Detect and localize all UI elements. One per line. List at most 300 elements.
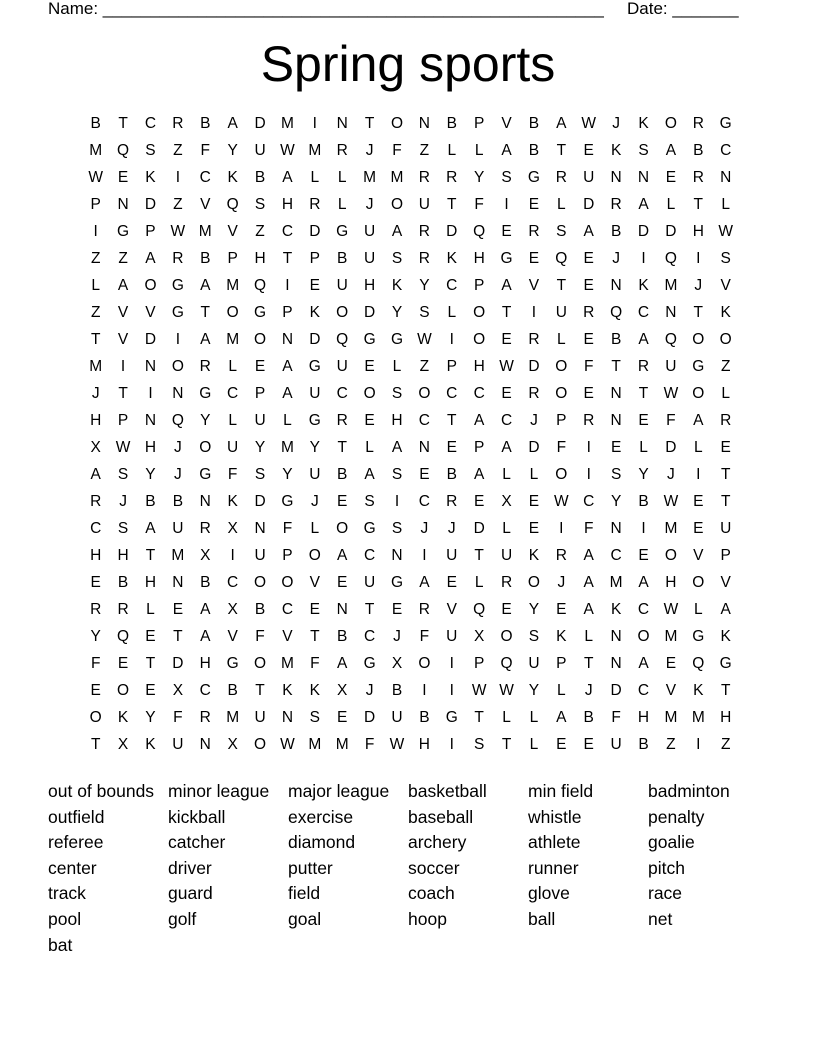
grid-letter: N [610,628,622,645]
grid-letter: K [309,304,320,321]
grid-letter: R [117,601,129,618]
grid-letter: K [145,169,156,186]
grid-letter: T [282,250,293,267]
word-list-item: archery [408,832,467,853]
grid-letter: K [309,682,320,699]
grid-letter: G [254,304,267,321]
grid-letter: N [610,655,622,672]
grid-letter: E [145,628,156,645]
grid-letter: M [308,736,322,753]
grid-letter: H [199,655,211,672]
grid-letter: T [583,655,594,672]
grid-letter: T [337,439,347,456]
word-list-row [48,779,808,805]
grid-letter: A [501,439,512,456]
grid-letter: C [90,520,102,537]
grid-letter: N [117,196,129,213]
grid-letter: C [637,304,650,321]
grid-letter: R [172,115,184,132]
grid-letter: O [473,331,486,348]
grid-letter: B [446,466,457,483]
grid-letter: U [610,736,622,753]
grid-letter: L [529,466,539,483]
grid-letter: B [638,493,649,510]
grid-letter: J [365,682,374,699]
grid-letter: S [364,493,375,510]
grid-letter: H [90,412,102,429]
grid-letter: D [637,223,650,240]
grid-letter: T [693,304,704,321]
grid-letter: T [501,736,512,753]
grid-letter: E [693,493,704,510]
grid-letter: O [199,439,212,456]
grid-letter: W [718,223,733,240]
grid-letter: R [172,250,184,267]
grid-letter: R [555,547,567,564]
grid-letter: D [473,520,485,537]
grid-letter: H [281,196,294,213]
grid-letter: B [337,466,348,483]
grid-letter: E [720,439,731,456]
grid-letter: O [336,304,349,321]
grid-letter: B [200,574,211,591]
grid-letter: L [474,574,484,591]
grid-letter: H [637,709,650,726]
grid-letter: T [474,709,484,726]
grid-letter: D [309,223,321,240]
grid-letter: X [337,682,348,699]
grid-letter: O [390,196,404,213]
date-field-label: Date: _______ [627,0,739,18]
grid-letter: I [641,520,646,537]
grid-letter: E [583,142,594,159]
grid-letter: V [145,304,156,321]
grid-row [82,275,742,302]
grid-letter: L [310,520,320,537]
grid-letter: H [473,250,485,267]
grid-letter: U [555,304,567,321]
grid-letter: P [556,412,567,429]
grid-letter: L [337,196,347,213]
grid-letter: J [667,466,675,483]
grid-letter: H [364,277,376,294]
grid-letter: K [145,736,156,753]
grid-letter: J [530,412,538,429]
grid-letter: A [200,331,211,348]
grid-letter: O [418,385,431,402]
grid-letter: O [89,709,102,726]
grid-letter: Y [419,277,430,294]
grid-row [82,464,742,491]
grid-letter: B [337,628,348,645]
grid-letter: V [446,601,457,618]
grid-letter: O [254,331,267,348]
grid-letter: U [665,358,677,375]
grid-letter: E [528,493,540,510]
grid-letter: U [254,547,266,564]
grid-letter: A [556,709,567,726]
grid-letter: I [449,736,454,753]
grid-letter: X [227,520,238,537]
grid-letter: C [446,385,458,402]
grid-letter: A [200,277,211,294]
grid-letter: D [144,196,157,213]
grid-letter: Y [254,439,266,456]
grid-letter: Z [419,142,430,159]
grid-letter: R [555,169,567,186]
word-list-item: coach [408,883,455,904]
grid-letter: Q [664,331,677,348]
grid-letter: T [720,682,731,699]
grid-letter: U [254,142,266,159]
grid-letter: G [199,466,212,483]
grid-letter: G [692,358,705,375]
grid-letter: J [173,466,182,483]
grid-letter: X [227,601,238,618]
grid-row [82,383,742,410]
grid-letter: A [145,520,156,537]
grid-letter: B [172,493,184,510]
grid-letter: B [90,115,101,132]
grid-letter: F [310,655,320,672]
grid-letter: S [309,709,320,726]
grid-letter: B [528,142,540,159]
grid-letter: E [337,709,348,726]
grid-letter: K [638,277,649,294]
grid-letter: V [227,628,238,645]
grid-letter: B [610,331,622,348]
grid-letter: G [390,574,404,591]
grid-letter: J [612,250,620,267]
grid-letter: S [117,466,129,483]
grid-letter: O [390,115,404,132]
grid-letter: Y [528,682,540,699]
grid-letter: I [312,115,317,132]
grid-letter: F [583,358,594,375]
grid-letter: L [529,736,539,753]
grid-letter: R [418,169,430,186]
grid-letter: I [175,331,181,348]
word-list-item: min field [528,781,594,801]
grid-letter: T [447,196,457,213]
grid-letter: N [281,331,294,348]
grid-letter: O [254,574,267,591]
grid-letter: P [145,223,156,240]
grid-letter: D [172,655,184,672]
grid-row [82,194,742,221]
word-list-row [48,881,808,907]
grid-row [82,491,742,518]
grid-letter: J [173,439,182,456]
grid-letter: R [336,142,348,159]
grid-letter: S [720,250,731,267]
grid-letter: W [280,736,295,753]
grid-letter: M [335,736,349,753]
grid-letter: L [557,196,566,213]
grid-letter: I [422,547,427,564]
grid-letter: F [173,709,183,726]
word-list-item: basketball [408,781,487,801]
grid-letter: G [692,628,705,645]
grid-letter: Q [500,655,513,672]
grid-letter: L [502,709,511,726]
grid-letter: Z [720,736,731,753]
grid-letter: Q [473,601,486,618]
word-list-item: referee [48,832,104,853]
grid-letter: E [583,331,594,348]
grid-letter: J [365,142,374,159]
grid-letter: U [364,250,376,267]
grid-letter: H [720,709,732,726]
word-list-row [48,907,808,933]
grid-letter: C [364,628,376,645]
grid-letter: E [528,250,540,267]
grid-row [82,680,742,707]
word-list-item: center [48,857,97,878]
grid-letter: C [418,493,430,510]
header [48,0,748,20]
grid-letter: Q [610,304,623,321]
word-list-item: outfield [48,806,105,827]
grid-letter: L [529,709,539,726]
grid-letter: L [283,412,292,429]
grid-letter: S [117,520,129,537]
grid-letter: I [175,169,181,186]
grid-letter: T [556,142,567,159]
grid-letter: J [557,574,566,591]
grid-letter: I [586,466,591,483]
grid-letter: R [583,304,595,321]
grid-letter: Y [200,412,211,429]
grid-letter: M [171,547,185,564]
grid-letter: A [90,466,101,483]
grid-letter: V [501,115,512,132]
grid-letter: F [227,466,238,483]
grid-letter: S [419,304,430,321]
grid-letter: Q [664,250,677,267]
grid-row [82,248,742,275]
grid-letter: W [581,115,597,132]
grid-letter: L [310,169,320,186]
grid-letter: I [696,250,701,267]
grid-letter: S [610,466,622,483]
grid-letter: G [527,169,540,186]
grid-letter: U [391,709,403,726]
grid-letter: A [282,358,293,375]
grid-letter: L [447,142,457,159]
grid-letter: Q [117,628,130,645]
grid-row [82,734,742,761]
grid-letter: S [391,385,403,402]
grid-letter: Y [309,439,320,456]
grid-letter: A [227,115,238,132]
grid-letter: T [90,736,101,753]
word-list-item: pool [48,908,82,929]
grid-letter: W [170,223,186,240]
grid-letter: B [391,682,403,699]
grid-letter: R [500,574,513,591]
grid-letter: R [418,250,430,267]
grid-letter: F [583,520,594,537]
grid-letter: F [392,142,402,159]
word-list-item: race [648,883,683,904]
grid-letter: I [559,520,564,537]
grid-letter: B [610,223,622,240]
grid-letter: N [336,601,348,618]
grid-letter: B [337,250,348,267]
grid-letter: W [663,385,679,402]
grid-letter: E [473,493,485,510]
grid-letter: U [500,547,513,564]
grid-letter: V [528,277,540,294]
grid-letter: S [638,142,649,159]
grid-letter: V [200,196,211,213]
grid-letter: L [502,520,511,537]
grid-letter: E [556,601,567,618]
grid-letter: P [282,547,293,564]
grid-letter: N [610,169,622,186]
grid-letter: T [118,115,128,132]
word-list-item: hoop [408,908,447,929]
grid-letter: A [200,601,211,618]
grid-letter: P [473,655,485,672]
grid-letter: R [199,520,211,537]
grid-letter: D [254,493,266,510]
grid-letter: T [364,601,375,618]
grid-letter: K [282,682,293,699]
grid-letter: R [446,493,458,510]
word-list-item: soccer [408,857,460,878]
grid-letter: P [309,250,320,267]
grid-row [82,167,742,194]
grid-letter: O [363,385,376,402]
grid-letter: C [583,493,595,510]
grid-row [82,356,742,383]
grid-letter: Z [173,196,183,213]
grid-letter: C [637,601,650,618]
grid-letter: R [610,196,622,213]
grid-letter: K [446,250,457,267]
grid-letter: Y [391,304,403,321]
grid-letter: B [227,682,238,699]
grid-letter: L [337,169,347,186]
grid-letter: B [693,142,704,159]
grid-letter: B [145,493,156,510]
grid-letter: U [172,736,184,753]
grid-letter: O [692,331,705,348]
grid-letter: M [390,169,404,186]
grid-letter: O [254,736,267,753]
word-list-item: diamond [288,832,356,853]
grid-letter: L [639,439,648,456]
grid-letter: F [474,196,484,213]
grid-letter: C [418,412,430,429]
grid-letter: G [719,655,732,672]
grid-letter: E [556,736,567,753]
grid-letter: O [336,520,349,537]
grid-letter: T [145,655,156,672]
grid-row [82,410,742,437]
grid-letter: E [528,196,540,213]
grid-letter: I [586,439,591,456]
word-list-item: guard [168,883,213,904]
grid-letter: S [528,628,540,645]
word-list [48,779,808,958]
grid-letter: Z [419,358,430,375]
grid-letter: H [144,574,157,591]
grid-letter: J [447,520,456,537]
grid-letter: A [391,439,403,456]
grid-letter: Y [282,466,293,483]
grid-letter: O [171,358,184,375]
grid-letter: W [417,331,432,348]
grid-letter: M [226,709,240,726]
grid-letter: D [446,223,458,240]
grid-letter: G [308,358,321,375]
grid-letter: E [583,736,594,753]
grid-letter: P [446,358,457,375]
grid-letter: E [501,223,512,240]
grid-letter: A [583,601,594,618]
grid-letter: K [610,142,622,159]
grid-letter: R [637,358,650,375]
grid-letter: A [337,547,348,564]
grid-letter: A [638,574,649,591]
grid-letter: Q [226,196,239,213]
grid-letter: K [720,304,731,321]
grid-letter: M [691,709,705,726]
grid-letter: A [391,223,403,240]
grid-letter: P [473,277,485,294]
grid-row [82,437,742,464]
grid-letter: M [280,115,294,132]
grid-letter: F [419,628,430,645]
word-list-item: exercise [288,806,354,827]
grid-letter: G [281,493,294,510]
grid-letter: A [693,412,704,429]
grid-letter: I [696,736,701,753]
word-list-item: baseball [408,806,474,827]
grid-letter: G [171,277,184,294]
grid-letter: E [665,169,677,186]
grid-letter: A [583,547,594,564]
grid-letter: S [391,466,403,483]
grid-letter: H [254,250,266,267]
grid-letter: U [583,169,595,186]
word-search-grid [82,113,742,761]
word-list-item: driver [168,857,212,878]
grid-letter: E [583,277,594,294]
grid-letter: D [528,358,540,375]
word-list-item: goal [288,908,322,929]
grid-letter: G [363,520,376,537]
grid-letter: L [721,196,730,213]
grid-letter: F [90,655,101,672]
name-field-label: Name: _____________________________________________________ [48,0,604,18]
grid-letter: R [199,709,211,726]
grid-letter: M [308,142,322,159]
grid-letter: G [117,223,130,240]
grid-letter: O [692,574,705,591]
grid-letter: E [446,439,457,456]
grid-letter: K [720,628,731,645]
grid-letter: U [309,385,321,402]
grid-letter: V [282,628,293,645]
grid-letter: I [120,358,126,375]
grid-letter: J [694,277,703,294]
grid-letter: L [447,304,457,321]
grid-letter: F [666,412,676,429]
